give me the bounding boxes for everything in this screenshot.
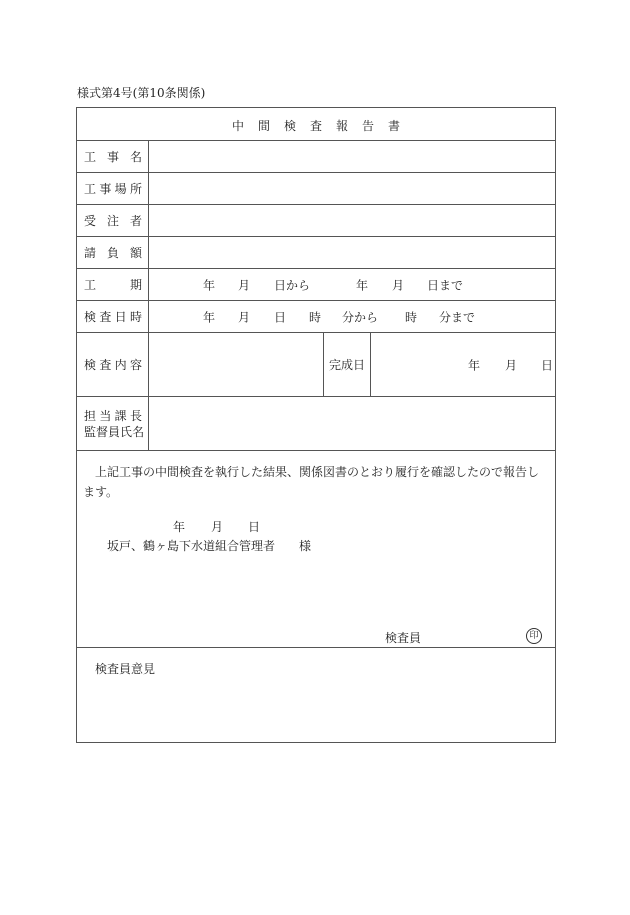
row-project-name [77,141,555,173]
label-project-name [77,141,149,172]
label-contract-amount [77,237,149,268]
period-start-month: 月 [238,278,251,292]
label-char: 名 [129,150,142,164]
label-char: 内 [114,358,127,372]
label-char: 事 [99,182,112,196]
opinion-label: 検査員意見 [95,662,156,676]
report-day: 日 [248,520,261,534]
label-char: 名 [132,424,145,439]
addressee-name: 坂戸、鶴ヶ島下水道組合管理者 [107,539,276,553]
statement-block [77,451,555,648]
form-title: 中間検査報告書 [231,119,414,133]
label-char: 課 [114,408,127,423]
label-supervisor-line2 [84,424,145,440]
label-char: 容 [129,358,142,372]
label-supervisor-line1 [84,408,142,424]
field-project-name[interactable] [149,141,555,172]
label-supervisor [77,397,149,450]
addressee [107,537,311,554]
label-char: 検 [84,358,97,372]
insp-end-hour: 時 [405,310,418,324]
label-construction-period [77,269,149,300]
label-char: 督 [96,424,109,439]
report-month: 月 [211,520,224,534]
inspector-label: 検査員 [385,631,422,645]
row-contractor [77,205,555,237]
label-char: 工 [84,278,97,292]
label-char: 事 [106,150,119,164]
row-supervisor [77,397,555,451]
label-char: 額 [129,246,142,260]
title-row [77,108,555,141]
label-char: 工 [84,150,97,164]
seal-icon: 印 [526,628,542,644]
period-start-day: 日から [274,278,311,292]
insp-start-minute: 分から [342,310,379,324]
honorific: 様 [299,539,312,553]
label-char: 負 [106,246,119,260]
label-char: 検 [84,310,97,324]
insp-year: 年 [203,310,216,324]
period-start-year: 年 [203,278,216,292]
opinion-field[interactable] [77,678,555,742]
row-inspection-datetime [77,301,555,333]
label-char: 担 [84,408,97,423]
label-char: 所 [129,182,142,196]
statement-text: 上記工事の中間検査を執行した結果、関係図書のとおり履行を確認したので報告します。 [83,465,540,499]
opinion-block [77,648,555,742]
row-contract-amount [77,237,555,269]
label-char: 者 [129,214,142,228]
insp-start-hour: 時 [309,310,322,324]
label-project-location [77,173,149,204]
field-construction-period[interactable] [149,269,555,300]
label-char: 査 [99,358,112,372]
field-project-location[interactable] [149,173,555,204]
completion-month: 月 [505,358,518,372]
period-end-day: 日まで [427,278,464,292]
label-char: 工 [84,182,97,196]
row-construction-period [77,269,555,301]
completion-date-field[interactable] [371,333,555,396]
insp-day: 日 [274,310,287,324]
label-char: 注 [106,214,119,228]
report-form [76,107,556,743]
label-char: 員 [108,424,121,439]
label-char: 受 [84,214,97,228]
label-char: 請 [84,246,97,260]
insp-month: 月 [238,310,251,324]
field-contract-amount[interactable] [149,237,555,268]
insp-end-minute: 分まで [439,310,476,324]
field-inspection-datetime[interactable] [149,301,555,332]
field-contractor[interactable] [149,205,555,236]
label-inspection-content [77,333,149,396]
completion-day: 日 [541,358,554,372]
completion-date-label: 完成日 [323,333,371,396]
label-char: 長 [129,408,142,423]
row-project-location [77,173,555,205]
field-inspection-content [149,333,555,396]
label-char: 期 [129,278,142,292]
label-char: 監 [84,424,97,439]
label-inspection-datetime [77,301,149,332]
completion-year: 年 [468,358,481,372]
label-char: 時 [129,310,142,324]
period-end-month: 月 [392,278,405,292]
label-char: 査 [99,310,112,324]
label-char: 場 [114,182,127,196]
label-char: 日 [114,310,127,324]
field-supervisor[interactable] [149,397,555,450]
row-inspection-content [77,333,555,397]
label-char: 氏 [120,424,133,439]
inspection-content-input[interactable] [149,333,323,396]
period-end-year: 年 [356,278,369,292]
form-number: 様式第4号(第10条関係) [77,86,206,100]
label-contractor [77,205,149,236]
label-char: 当 [99,408,112,423]
report-year: 年 [173,520,186,534]
